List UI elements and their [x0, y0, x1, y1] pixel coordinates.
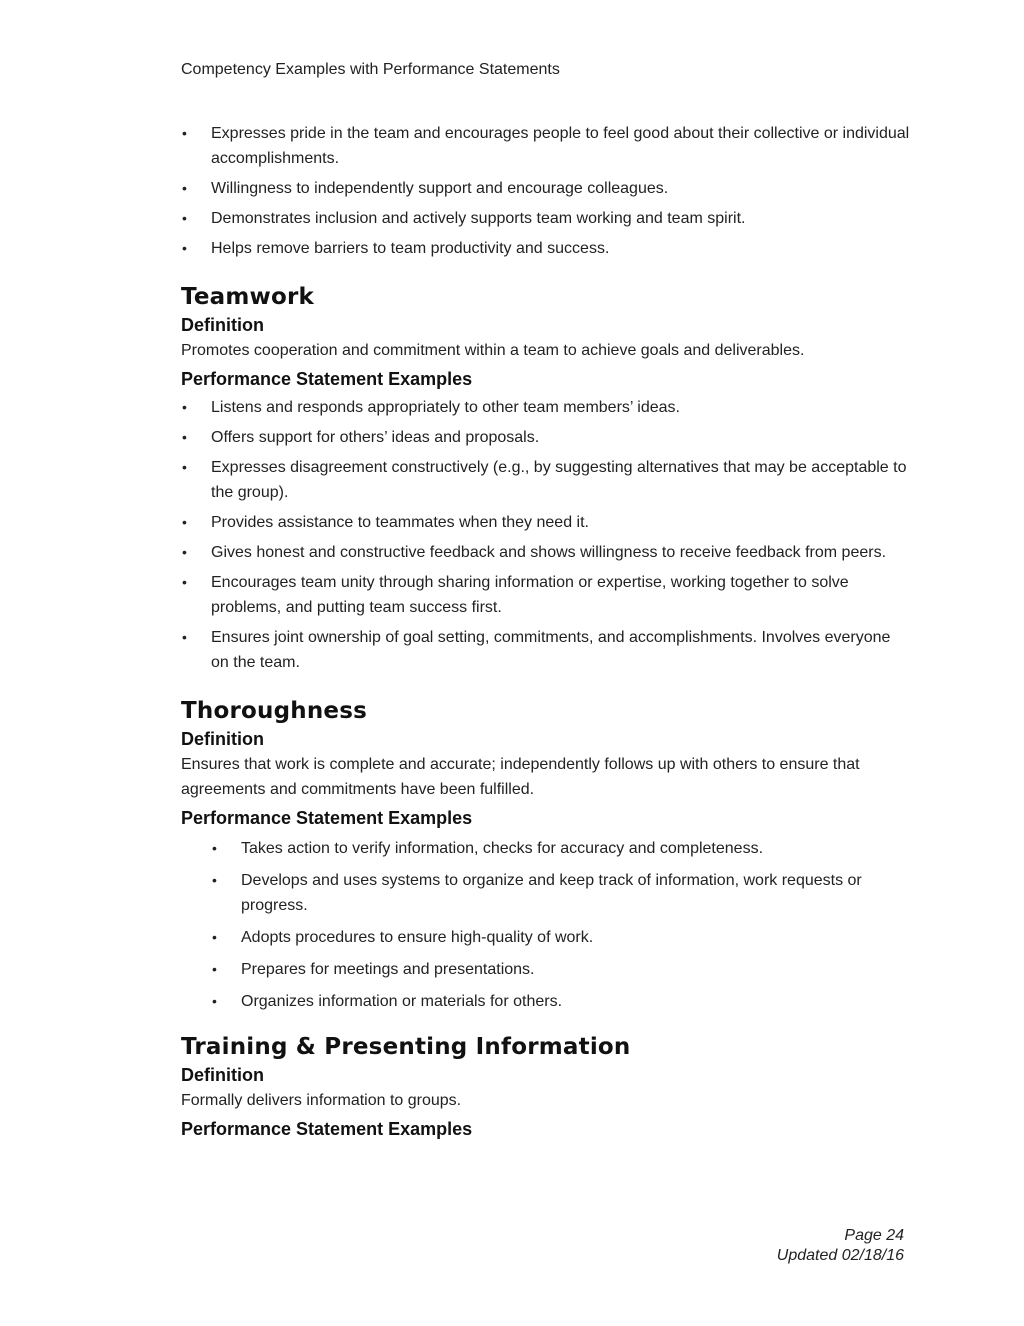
list-item: • Gives honest and constructive feedback and shows willingness to receive feedback from peers.	[181, 540, 911, 565]
list-item: • Adopts procedures to ensure high-quality of work.	[181, 925, 911, 950]
bullet-icon: •	[182, 240, 187, 256]
bullet-icon: •	[212, 929, 217, 945]
document-body	[181, 121, 911, 1141]
bullet-icon: •	[212, 840, 217, 856]
section-title: Teamwork	[181, 284, 315, 310]
list-item: • Takes action to verify information, checks for accuracy and completeness.	[181, 836, 911, 861]
definition-text: Promotes cooperation and commitment within a team to achieve goals and deliverables.	[181, 342, 805, 359]
examples-heading: Performance Statement Examples	[181, 808, 473, 828]
bullet-icon: •	[182, 180, 187, 196]
list-item: • Prepares for meetings and presentations.	[181, 957, 911, 982]
list-item: • Develops and uses systems to organize and keep track of information, work requests or progress.	[181, 868, 911, 918]
bullet-icon: •	[182, 399, 187, 415]
list-item: • Willingness to independently support and encourage colleagues.	[181, 176, 911, 201]
bullet-icon: •	[182, 574, 187, 590]
list-item: • Listens and responds appropriately to other team members’ ideas.	[181, 395, 911, 420]
bullet-icon: •	[182, 544, 187, 560]
bullet-icon: •	[182, 429, 187, 445]
list-item: • Demonstrates inclusion and actively supports team working and team spirit.	[181, 206, 911, 231]
section-thoroughness	[181, 698, 911, 1014]
definition-text: Ensures that work is complete and accurate; independently follows up with others to ensure that agreements and commitments have been fulfilled.	[181, 756, 860, 798]
bullet-icon: •	[212, 961, 217, 977]
list-item: • Expresses pride in the team and encourages people to feel good about their collective or individual accomplishments.	[181, 121, 911, 171]
section-teamwork	[181, 284, 911, 675]
intro-bullet-list	[181, 121, 911, 261]
list-item: • Helps remove barriers to team productivity and success.	[181, 236, 911, 261]
bullet-icon: •	[182, 210, 187, 226]
list-item: • Organizes information or materials for others.	[181, 989, 911, 1014]
page-header: Competency Examples with Performance Statements	[181, 61, 560, 78]
bullet-icon: •	[182, 514, 187, 530]
definition-heading: Definition	[181, 315, 264, 335]
definition-heading: Definition	[181, 1065, 264, 1085]
section-title: Thoroughness	[181, 698, 367, 724]
bullet-icon: •	[212, 872, 217, 888]
examples-heading: Performance Statement Examples	[181, 1119, 473, 1139]
list-item: • Expresses disagreement constructively (e.g., by suggesting alternatives that may be acceptable to the group).	[181, 455, 911, 505]
list-item: • Offers support for others’ ideas and proposals.	[181, 425, 911, 450]
section-training-presenting	[181, 1034, 911, 1141]
examples-heading: Performance Statement Examples	[181, 369, 473, 389]
updated-date: Updated 02/18/16	[776, 1247, 904, 1264]
page-footer	[777, 1226, 904, 1266]
bullet-icon: •	[182, 459, 187, 475]
page-number: Page 24	[844, 1227, 904, 1244]
list-item: • Ensures joint ownership of goal setting, commitments, and accomplishments. Involves everyone on the team.	[181, 625, 911, 675]
bullet-icon: •	[182, 125, 187, 141]
bullet-icon: •	[182, 629, 187, 645]
section-title: Training & Presenting Information	[181, 1034, 631, 1060]
list-item: • Provides assistance to teammates when they need it.	[181, 510, 911, 535]
definition-text: Formally delivers information to groups.	[181, 1092, 462, 1109]
examples-list	[181, 836, 911, 1014]
examples-list	[181, 395, 911, 675]
bullet-icon: •	[212, 993, 217, 1009]
definition-heading: Definition	[181, 729, 264, 749]
list-item: • Encourages team unity through sharing information or expertise, working together to solve problems, and putting team success first.	[181, 570, 911, 620]
